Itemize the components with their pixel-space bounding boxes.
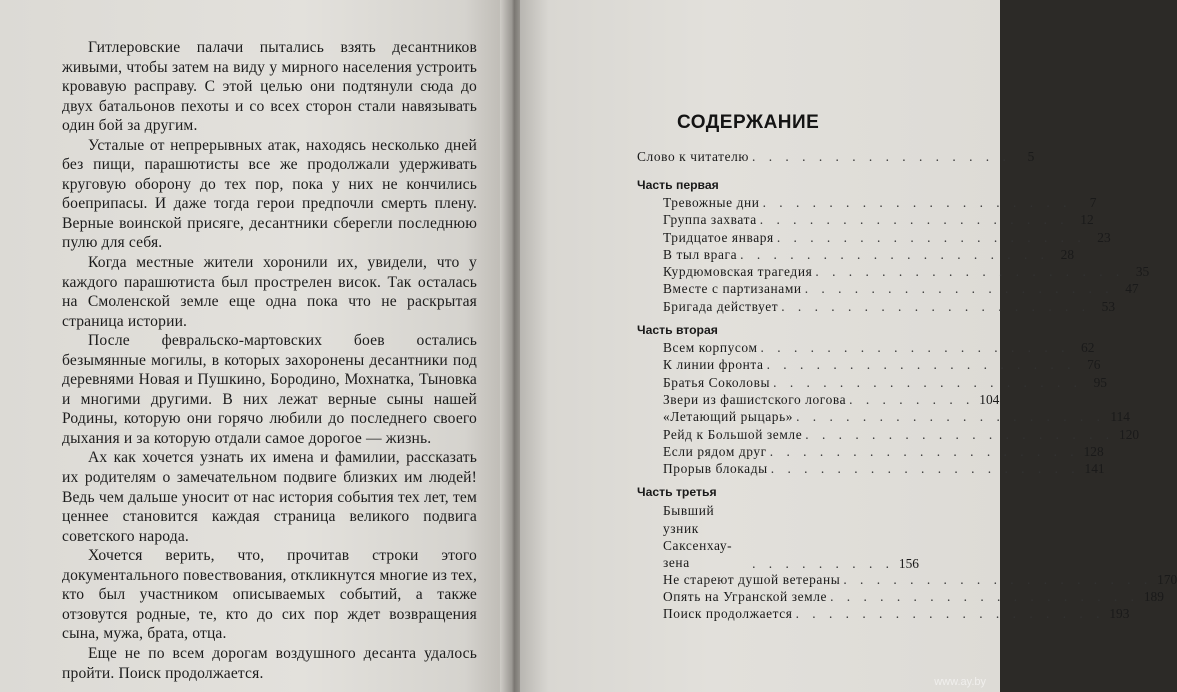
toc-row xyxy=(663,246,1075,264)
leader-dots: . . . . . . . . . . . . . . . . . . . xyxy=(769,443,1079,459)
paragraph: Еще не по всем дорогам воздушного десанта удалось пройти. Поиск продолжается. xyxy=(62,644,477,682)
toc-row xyxy=(663,374,1107,392)
toc-entry-label: Прорыв блокады xyxy=(663,461,768,477)
paragraph: Когда местные жители хоронили их, увидели, что у каждого парашютиста был прострелен висок. Так осталась на Смоленской земле еще одна пока что не раскрытая страница истории. xyxy=(62,254,477,330)
toc-page-number: 170 xyxy=(1157,571,1177,587)
toc-row xyxy=(663,606,1130,623)
toc-page-number: 76 xyxy=(1087,357,1101,373)
toc-entry-label: Тридцатое января xyxy=(663,229,774,245)
toc-page-number: 7 xyxy=(1089,195,1097,210)
toc-page-number: 5 xyxy=(1027,149,1036,164)
leader-dots: . . . . . . . . . . . . . . . . . . . xyxy=(760,340,1070,356)
toc-page-number: 23 xyxy=(1097,229,1111,245)
paragraph: Хочется верить, что, прочитав строки этого документального повествования, откликнутся многие из тех, кто был участником описываемых событий, а также отзовутся родные, те, кто до сих пор ждет возвращения сына, мужа, брата, отца. xyxy=(62,547,477,643)
leader-dots: . . . . . . . . . . . . . . . . . . . xyxy=(805,426,1115,442)
toc-entry-label: Курдюмовская трагедия xyxy=(663,264,813,280)
leader-dots: . . . . . . . . . xyxy=(752,555,894,571)
toc-page-number: 114 xyxy=(1110,409,1130,425)
toc-entry-label: Поиск продолжается xyxy=(663,606,793,622)
leader-dots: . . . . . . . . . . . . . . . . . . . xyxy=(770,461,1080,477)
part-heading: Часть первая xyxy=(637,178,719,192)
toc-page-number: 62 xyxy=(1081,340,1095,356)
toc-page-number: 53 xyxy=(1101,298,1116,314)
leader-dots: . . . . . . . . . . . . . . . . . . . xyxy=(781,298,1091,314)
toc-entry-label: Рейд к Большой земле xyxy=(663,426,803,442)
table-of-contents xyxy=(637,149,1177,624)
toc-entry-label: Если рядом друг xyxy=(663,443,767,459)
toc-entry-label: Звери из фашистского логова xyxy=(663,391,847,407)
leader-dots: . . . . . . . . . . . . . . . . . . . xyxy=(762,195,1072,210)
contents-title: СОДЕРЖАНИЕ xyxy=(677,112,820,133)
toc-entry-label: «Летающий рыцарь» xyxy=(663,409,794,425)
leader-dots: . . . . . . . . . . . . . . . . . . . xyxy=(759,212,1069,228)
watermark: www.ay.by xyxy=(934,676,986,688)
toc-row xyxy=(663,461,1105,478)
leader-dots: . . . . . . . . . . . . . . . . . . . xyxy=(766,357,1076,373)
toc-page-number: 47 xyxy=(1125,281,1139,297)
leader-dots: . . . . . . . . . . . . . . . . . . . xyxy=(796,409,1105,425)
toc-row xyxy=(663,195,1097,212)
left-page xyxy=(0,0,505,692)
toc-entry-label: К линии фронта xyxy=(663,357,764,373)
toc-row xyxy=(663,391,1000,409)
toc-row xyxy=(663,298,1116,316)
part-heading: Часть вторая xyxy=(637,323,718,338)
leader-dots: . . . . . . . . . . . . . . . . . . . xyxy=(740,246,1050,262)
toc-row xyxy=(663,443,1104,461)
leader-dots: . . . . . . . . . . . . . . . . . . . xyxy=(804,281,1114,297)
toc-page-number: 104 xyxy=(979,391,1000,407)
toc-entry-label: Слово к читателю xyxy=(637,149,750,164)
toc-row xyxy=(663,340,1095,357)
paragraph: Гитлеровские палачи пытались взять десантников живыми, чтобы затем на виду у мирного населения устроить кровавую расправу. С этой целью они подтянули сюда до двух батальонов пехоты и со всех сторон стали навязывать один бой за другим. xyxy=(62,39,477,135)
toc-entry-label: Вместе с партизанами xyxy=(663,281,802,297)
leader-dots: . . . . . . . . . . . . . . . . xyxy=(752,149,1011,164)
leader-dots: . . . . . . . . . . . . . . . . . . . xyxy=(830,588,1139,604)
toc-row xyxy=(663,426,1140,444)
leader-dots: . . . . . . . . . . . . . . . . . . . xyxy=(773,374,1082,390)
toc-entry-label: Не стареют душой ветераны xyxy=(663,571,841,587)
leader-dots: . . . . . . . . xyxy=(849,391,975,407)
toc-page-number: 141 xyxy=(1084,461,1105,477)
toc-row xyxy=(663,502,919,571)
toc-row xyxy=(663,571,1177,589)
leader-dots: . . . . . . . . . . . . . . . . . . . xyxy=(776,229,1086,245)
toc-page-number: 12 xyxy=(1080,212,1094,228)
toc-row xyxy=(663,281,1139,298)
toc-entry-label: Братья Соколовы xyxy=(663,374,771,390)
paragraph: Ах как хочется узнать их имена и фамилии, рассказать их родителям о замечательном подвиге близких им людей! Ведь чем дальше уносит от нас история события тех лет, тем ценнее становится каждая страница великого подвига советского народа. xyxy=(62,449,477,545)
toc-page-number: 193 xyxy=(1109,606,1130,622)
toc-page-number: 128 xyxy=(1083,443,1104,459)
toc-entry-label: Всем корпусом xyxy=(663,340,758,356)
toc-page-number: 35 xyxy=(1135,264,1150,280)
toc-entry-label: Бывший узник Саксенхау-зена xyxy=(663,503,733,571)
part-heading: Часть третья xyxy=(637,485,717,500)
toc-entry-label: Тревожные дни xyxy=(663,195,760,210)
paragraph: Усталые от непрерывных атак, находясь несколько дней без пищи, парашютисты все же продолжали удерживать круговую оборону до тех пор, пока у них не кончились боеприпасы. И даже тогда герои предпочли смерть плену. Верные воинской присяге, десантники сберегли последнюю пулю для себя. xyxy=(62,136,477,252)
toc-row xyxy=(663,229,1111,247)
paragraph: После февральско-мартовских боев остались безымянные могилы, в которых захоронены десантники под деревнями Новая и Пушкино, Бородино, Мохнатка, Тыновка и многими другими. В них лежат верные сыны нашей Родины, которую они горячо любили до последнего своего дыхания и за которую отдали самое дорогое — жизнь. xyxy=(62,332,477,447)
leader-dots: . . . . . . . . . . . . . . . . . . . xyxy=(843,571,1153,587)
toc-page-number: 156 xyxy=(898,555,919,571)
toc-intro-row xyxy=(637,149,1036,171)
toc-page-number: 28 xyxy=(1060,246,1075,262)
toc-page-number: 120 xyxy=(1119,426,1140,442)
toc-row xyxy=(663,264,1150,281)
toc-row xyxy=(663,409,1130,426)
toc-entry-label: Бригада действует xyxy=(663,298,779,314)
toc-entry-label: В тыл врага xyxy=(663,246,738,262)
leader-dots: . . . . . . . . . . . . . . . . . . . xyxy=(815,264,1125,280)
left-page-text xyxy=(62,38,477,683)
toc-page-number: 95 xyxy=(1093,374,1107,390)
leader-dots: . . . . . . . . . . . . . . . . . . . xyxy=(795,606,1105,622)
toc-row xyxy=(663,588,1164,606)
toc-row xyxy=(663,357,1101,374)
toc-entry-label: Группа захвата xyxy=(663,212,757,228)
toc-entry-label: Опять на Угранской земле xyxy=(663,588,828,604)
toc-page-number: 189 xyxy=(1143,588,1164,604)
toc-row xyxy=(663,212,1094,229)
